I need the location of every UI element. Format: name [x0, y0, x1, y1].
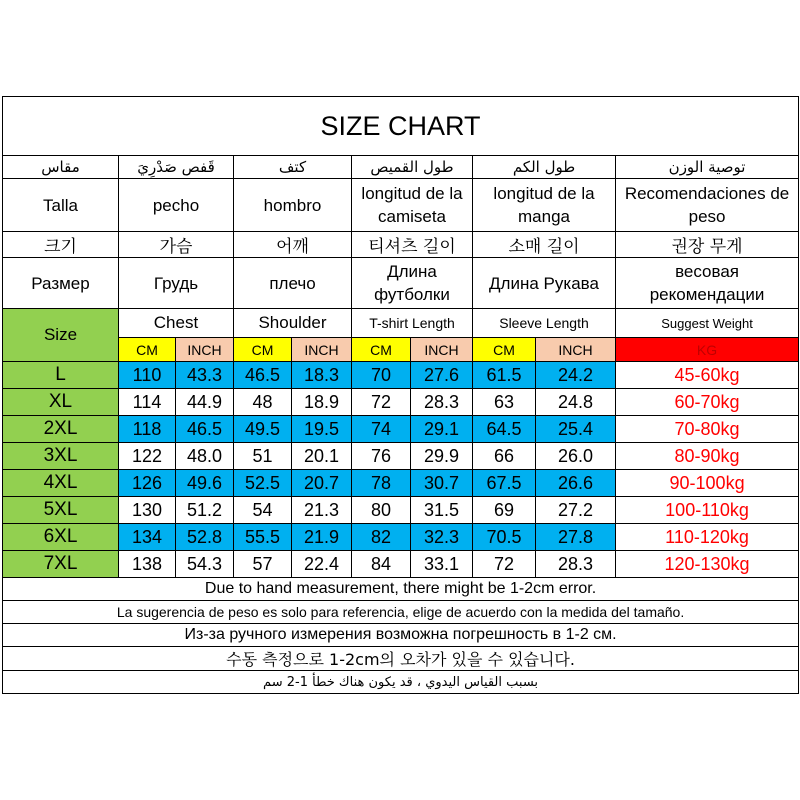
unit-row	[3, 338, 799, 362]
shoulder-inch: 18.3	[292, 362, 352, 389]
header-sleeve-es: longitud de la manga	[473, 179, 616, 232]
unit-inch-shoulder: INCH	[292, 338, 352, 362]
header-row-spanish	[3, 179, 799, 232]
size-label: L	[3, 362, 119, 389]
header-chest-en: Chest	[119, 309, 234, 338]
weight-range: 45-60kg	[616, 362, 799, 389]
unit-cm-sleeve: CM	[473, 338, 536, 362]
sleeve-inch: 27.8	[536, 524, 616, 551]
header-length-es: longitud de la camiseta	[352, 179, 473, 232]
size-label: 4XL	[3, 470, 119, 497]
header-size-ar: مقاس	[3, 156, 119, 179]
shoulder-inch: 20.1	[292, 443, 352, 470]
chest-cm: 110	[119, 362, 176, 389]
header-chest-ko: 가슴	[119, 232, 234, 258]
length-inch: 29.9	[411, 443, 473, 470]
header-sleeve-en: Sleeve Length	[473, 309, 616, 338]
chest-inch: 48.0	[176, 443, 234, 470]
note-row-arabic	[3, 671, 799, 694]
weight-range: 120-130kg	[616, 551, 799, 578]
chest-cm: 138	[119, 551, 176, 578]
note-arabic: بسبب القياس اليدوي ، قد يكون هناك خطأ 1-2 سم	[3, 671, 799, 694]
unit-cm-length: CM	[352, 338, 411, 362]
table-row	[3, 470, 799, 497]
header-length-ru: Длина футболки	[352, 258, 473, 309]
header-row-english	[3, 309, 799, 338]
sleeve-cm: 72	[473, 551, 536, 578]
sleeve-cm: 64.5	[473, 416, 536, 443]
header-shoulder-ru: плечо	[234, 258, 352, 309]
header-row-korean	[3, 232, 799, 258]
chest-inch: 43.3	[176, 362, 234, 389]
chest-cm: 114	[119, 389, 176, 416]
note-russian: Из-за ручного измерения возможна погрешность в 1-2 см.	[3, 624, 799, 647]
weight-range: 60-70kg	[616, 389, 799, 416]
unit-inch-chest: INCH	[176, 338, 234, 362]
chest-inch: 49.6	[176, 470, 234, 497]
shoulder-cm: 54	[234, 497, 292, 524]
size-label: 3XL	[3, 443, 119, 470]
sleeve-cm: 61.5	[473, 362, 536, 389]
header-shoulder-es: hombro	[234, 179, 352, 232]
length-cm: 76	[352, 443, 411, 470]
table-row	[3, 497, 799, 524]
header-sleeve-ko: 소매 길이	[473, 232, 616, 258]
length-inch: 30.7	[411, 470, 473, 497]
note-english: Due to hand measurement, there might be 1-2cm error.	[3, 578, 799, 601]
shoulder-cm: 51	[234, 443, 292, 470]
table-row	[3, 416, 799, 443]
header-shoulder-en: Shoulder	[234, 309, 352, 338]
sleeve-inch: 24.8	[536, 389, 616, 416]
chest-cm: 122	[119, 443, 176, 470]
note-row-spanish	[3, 601, 799, 624]
size-label: XL	[3, 389, 119, 416]
unit-cm-chest: CM	[119, 338, 176, 362]
header-length-ko: 티셔츠 길이	[352, 232, 473, 258]
note-row-russian	[3, 624, 799, 647]
sleeve-cm: 63	[473, 389, 536, 416]
header-chest-ar: قَفص صَدْرِيَ	[119, 156, 234, 179]
length-cm: 82	[352, 524, 411, 551]
sleeve-inch: 26.6	[536, 470, 616, 497]
header-weight-ar: توصية الوزن	[616, 156, 799, 179]
sleeve-inch: 26.0	[536, 443, 616, 470]
length-inch: 27.6	[411, 362, 473, 389]
header-sleeve-ar: طول الكم	[473, 156, 616, 179]
weight-range: 80-90kg	[616, 443, 799, 470]
header-size-ko: 크기	[3, 232, 119, 258]
length-cm: 80	[352, 497, 411, 524]
note-spanish: La sugerencia de peso es solo para referencia, elige de acuerdo con la medida del tamaño.	[3, 601, 799, 624]
shoulder-cm: 48	[234, 389, 292, 416]
length-cm: 70	[352, 362, 411, 389]
sleeve-inch: 25.4	[536, 416, 616, 443]
sleeve-cm: 67.5	[473, 470, 536, 497]
chest-cm: 126	[119, 470, 176, 497]
unit-kg-weight: KG	[616, 338, 799, 362]
note-korean: 수동 측정으로 1-2cm의 오차가 있을 수 있습니다.	[3, 647, 799, 671]
shoulder-cm: 52.5	[234, 470, 292, 497]
chest-inch: 52.8	[176, 524, 234, 551]
length-cm: 78	[352, 470, 411, 497]
table-row	[3, 389, 799, 416]
header-weight-en: Suggest Weight	[616, 309, 799, 338]
header-chest-ru: Грудь	[119, 258, 234, 309]
header-size-en: Size	[3, 309, 119, 362]
shoulder-cm: 55.5	[234, 524, 292, 551]
table-row	[3, 443, 799, 470]
size-label: 5XL	[3, 497, 119, 524]
shoulder-inch: 19.5	[292, 416, 352, 443]
sleeve-cm: 66	[473, 443, 536, 470]
note-row-english	[3, 578, 799, 601]
shoulder-cm: 49.5	[234, 416, 292, 443]
header-chest-es: pecho	[119, 179, 234, 232]
shoulder-inch: 18.9	[292, 389, 352, 416]
header-sleeve-ru: Длина Рукава	[473, 258, 616, 309]
header-size-ru: Размер	[3, 258, 119, 309]
weight-range: 100-110kg	[616, 497, 799, 524]
shoulder-cm: 57	[234, 551, 292, 578]
sleeve-inch: 24.2	[536, 362, 616, 389]
shoulder-cm: 46.5	[234, 362, 292, 389]
header-row-arabic	[3, 156, 799, 179]
size-label: 7XL	[3, 551, 119, 578]
chest-cm: 134	[119, 524, 176, 551]
header-size-es: Talla	[3, 179, 119, 232]
size-chart-table	[2, 96, 799, 694]
header-weight-ko: 권장 무게	[616, 232, 799, 258]
shoulder-inch: 22.4	[292, 551, 352, 578]
unit-inch-length: INCH	[411, 338, 473, 362]
sleeve-cm: 70.5	[473, 524, 536, 551]
header-shoulder-ar: كتف	[234, 156, 352, 179]
length-cm: 84	[352, 551, 411, 578]
table-row	[3, 524, 799, 551]
weight-range: 90-100kg	[616, 470, 799, 497]
shoulder-inch: 21.9	[292, 524, 352, 551]
length-inch: 32.3	[411, 524, 473, 551]
header-length-en: T-shirt Length	[352, 309, 473, 338]
length-inch: 31.5	[411, 497, 473, 524]
table-row	[3, 362, 799, 389]
size-label: 6XL	[3, 524, 119, 551]
weight-range: 110-120kg	[616, 524, 799, 551]
header-length-ar: طول القميص	[352, 156, 473, 179]
sleeve-inch: 28.3	[536, 551, 616, 578]
page-title: SIZE CHART	[3, 97, 799, 156]
chest-inch: 46.5	[176, 416, 234, 443]
table-row	[3, 551, 799, 578]
length-cm: 72	[352, 389, 411, 416]
unit-inch-sleeve: INCH	[536, 338, 616, 362]
unit-cm-shoulder: CM	[234, 338, 292, 362]
sleeve-cm: 69	[473, 497, 536, 524]
note-row-korean	[3, 647, 799, 671]
chest-inch: 54.3	[176, 551, 234, 578]
header-row-russian	[3, 258, 799, 309]
header-weight-ru: весовая рекомендации	[616, 258, 799, 309]
shoulder-inch: 20.7	[292, 470, 352, 497]
chest-inch: 51.2	[176, 497, 234, 524]
size-label: 2XL	[3, 416, 119, 443]
shoulder-inch: 21.3	[292, 497, 352, 524]
length-cm: 74	[352, 416, 411, 443]
chest-cm: 130	[119, 497, 176, 524]
length-inch: 29.1	[411, 416, 473, 443]
length-inch: 28.3	[411, 389, 473, 416]
chest-inch: 44.9	[176, 389, 234, 416]
sleeve-inch: 27.2	[536, 497, 616, 524]
chest-cm: 118	[119, 416, 176, 443]
length-inch: 33.1	[411, 551, 473, 578]
header-weight-es: Recomendaciones de peso	[616, 179, 799, 232]
header-shoulder-ko: 어깨	[234, 232, 352, 258]
weight-range: 70-80kg	[616, 416, 799, 443]
